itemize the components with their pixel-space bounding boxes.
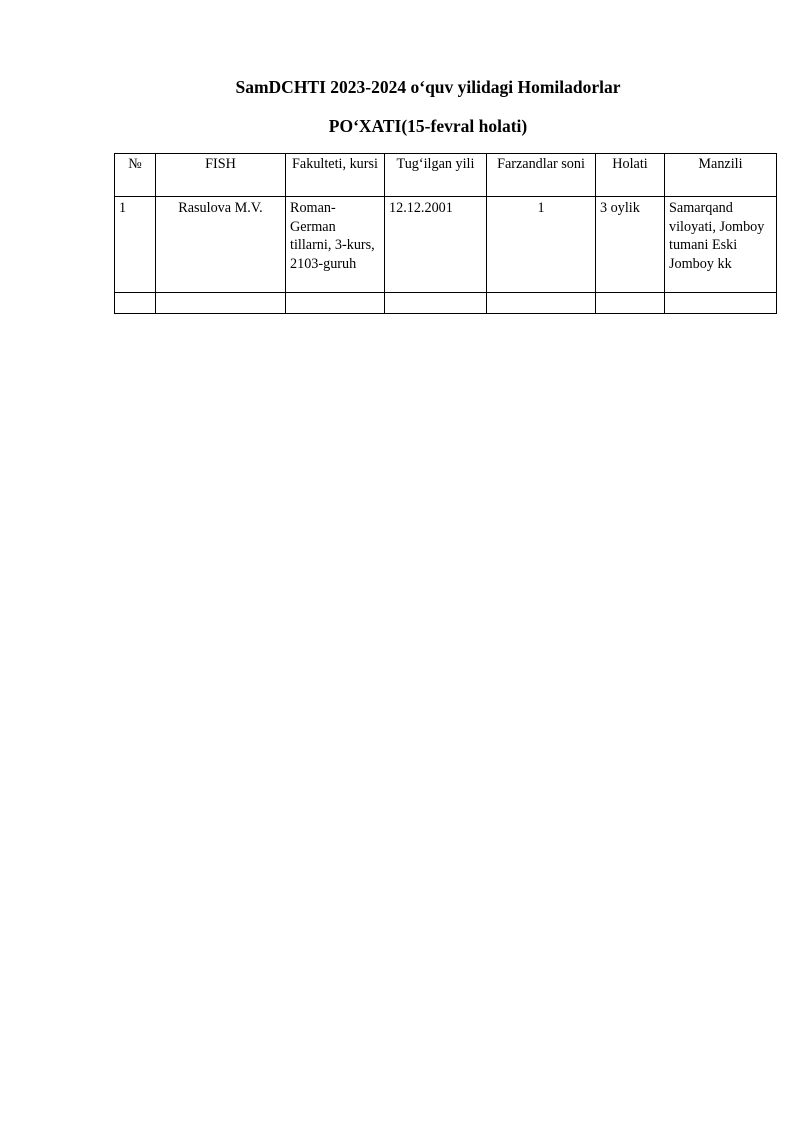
empty-cell [487,293,596,314]
cell-fish: Rasulova M.V. [156,197,286,293]
cell-faculty: Roman-German tillarni, 3-kurs, 2103-guruh [286,197,385,293]
empty-cell [596,293,665,314]
document-title: SamDCHTI 2023-2024 o‘quv yilidagi Homiladorlar [235,77,621,97]
header-address: Manzili [665,154,777,197]
empty-cell [385,293,487,314]
cell-address: Samarqand viloyati, Jomboy tumani Eski Jomboy kk [665,197,777,293]
header-fish: FISH [156,154,286,197]
document-subtitle: PO‘XATI(15-fevral holati) [328,116,528,136]
header-children-count: Farzandlar soni [487,154,596,197]
cell-number: 1 [115,197,156,293]
table-header-row [115,154,777,197]
table-row [115,197,777,293]
table-row-empty [115,293,777,314]
cell-status: 3 oylik [596,197,665,293]
cell-birth-year: 12.12.2001 [385,197,487,293]
empty-cell [286,293,385,314]
cell-children-count: 1 [487,197,596,293]
empty-cell [665,293,777,314]
empty-cell [156,293,286,314]
empty-cell [115,293,156,314]
header-number: № [115,154,156,197]
header-birth-year: Tug‘ilgan yili [385,154,487,197]
header-status: Holati [596,154,665,197]
header-faculty: Fakulteti, kursi [286,154,385,197]
pregnant-students-table [114,153,777,314]
